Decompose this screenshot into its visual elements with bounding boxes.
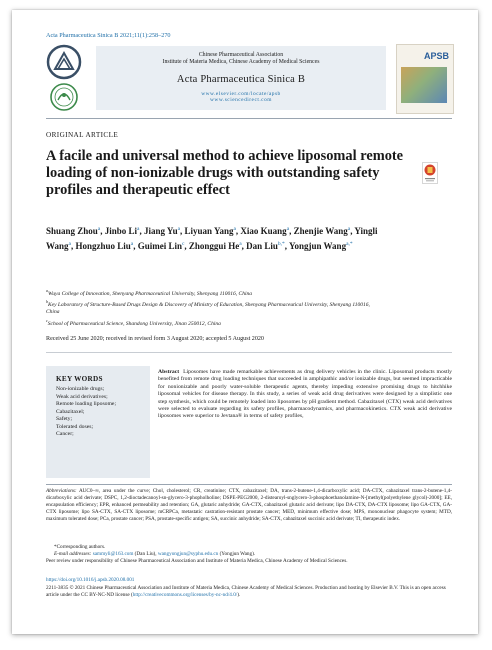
crossmark-icon[interactable]	[422, 162, 438, 184]
journal-cover-thumbnail	[396, 44, 454, 114]
affiliation-marker: b	[46, 299, 48, 305]
affiliation-marker: c	[46, 317, 48, 323]
publisher-line: Chinese Pharmaceutical Association	[198, 52, 284, 58]
affiliation: $^c$School of Pharmaceutical Science, Shandong University, Jinan 250012, China	[46, 317, 221, 327]
publisher-line: Institute of Materia Medica, Chinese Academy of Medical Sciences	[162, 59, 320, 65]
author-name: Zhonggui He	[188, 241, 240, 251]
abbreviations-text: AUC0–∞, area under the curve; Chol, cholesterol; CR, creatinine; CTX, cabazitaxel; DA, trans-2-butene-1,4-dicarboxylic acid; DA-CTX, cabazitaxel trans-2-butene-1,4-dicarboxylic acid derivate; DSPC, 1,2-dioctadecanoyl-sn-glycero-3-phopholholine; DSPE-PEG2000, 2-distearoyl-snglycero-3-phosphoethanolamine-N-[methyl(polyethylene glycol)-2000]; EE, encapsulation efficiency; EPR, enhanced permeability and retention; GA, glutaric anhydride; GA-CTX, cabazitaxel glutaric acid derivate; lipo DA-CTX, DA-CTX liposome; lipo GA-CTX, GA-CTX liposome; lipo SA-CTX, SA-CTX liposome; mCRPCa, metastatic castration-resistant prostate cancer; MED, minimum effective dose; MPS, mononuclear phagocyte system; MTD, maximum tolerated dose; PCa, prostate cancer; PSA, prostate-specific antigen; SA, succinic anhydride; SA-CTX, cabazitaxel succinic acid derivate; TI, therapeutic index.	[46, 488, 452, 522]
article-title: A facile and universal method to achieve liposomal remote loading of non-ionizable drugs with outstanding safety profiles and therapeutic effect	[46, 148, 404, 198]
affiliation-marker[interactable]: a	[137, 226, 140, 232]
abbreviations-footnote	[46, 488, 452, 523]
cover-artwork	[401, 67, 447, 103]
peer-review-note: Peer review under responsibility of Chinese Pharmaceutical Association and Institute of Materia Medica, Chinese Academy of Medical Sciences.	[46, 558, 348, 564]
divider	[46, 484, 452, 485]
author-name: Zhenjie Wang	[293, 226, 348, 236]
article-page	[12, 10, 478, 634]
affiliation-marker[interactable]: c	[181, 241, 185, 247]
email-owner: (Yongjun Wang).	[219, 551, 256, 557]
email-line	[46, 551, 452, 558]
affiliation-marker[interactable]: a,*	[346, 241, 353, 247]
affiliation-marker[interactable]: a	[239, 241, 242, 247]
affiliation-marker[interactable]: a	[130, 241, 134, 247]
author-name: Guimei Lin	[137, 241, 182, 251]
copyright-text: 2211-3835 © 2021 Chinese Pharmaceutical Association and Institute of Materia Medica, Chinese Academy of Medical Sciences. Production and hosting by Elsevier B.V. This is an open access article under the CC BY-NC-ND license (	[46, 585, 446, 598]
abbreviations-label: Abbreviations:	[46, 488, 77, 494]
author-name: Hongzhuo Liu	[75, 241, 131, 251]
running-head: Acta Pharmaceutica Sinica B 2021;11(1):258–270	[46, 32, 171, 39]
masthead-banner	[96, 46, 386, 110]
author-name: Xiao Kuang	[240, 226, 287, 236]
keyword: Cancer;	[56, 431, 74, 437]
divider	[46, 118, 452, 119]
copyright-end: ).	[237, 591, 241, 598]
email-label: E-mail addresses:	[54, 551, 92, 557]
journal-url-link[interactable]: www.sciencedirect.com	[210, 97, 272, 103]
keyword: Weak acid derivatives;	[56, 393, 108, 400]
author-name: Jiang Yu	[143, 226, 178, 236]
author-name: Jinbo Li	[104, 226, 138, 236]
association-seal-icon	[46, 82, 82, 112]
keyword: Safety;	[56, 416, 73, 422]
keyword: Remote loading liposome;	[56, 401, 117, 407]
affiliation-marker: a	[46, 288, 48, 293]
author-list: Shuang Zhou$^a$, Jinbo Li$^a$, Jiang Yu$^a$, Liyuan Yang$^a$, Xiao Kuang$^a$, Zhenjie Wang$^a$, Yingli Wang$^a$, Hongzhuo Liu$^a$, Guimei Lin$^c$, Zhonggui He$^a$, Dan Liu$^{b,*}$, Yongjun Wang$^{a,*}$	[46, 226, 378, 251]
affiliation-marker[interactable]: a	[97, 226, 101, 232]
email-owner: (Dan Liu),	[134, 551, 157, 557]
author-name: Liyuan Yang	[184, 226, 234, 236]
keywords-heading: KEY WORDS	[56, 375, 103, 383]
author-name: Yingli Wang	[46, 226, 378, 251]
email-link[interactable]: wangyongjun@syphu.edu.cn	[157, 551, 219, 557]
affiliation-list	[46, 287, 376, 328]
journal-masthead	[46, 44, 452, 112]
author-name: Dan Liu	[246, 241, 278, 251]
keyword: Tolerated doses;	[56, 423, 94, 430]
affiliation-marker[interactable]: a	[347, 226, 351, 232]
keyword: Cabazitaxel;	[56, 408, 85, 415]
section-label: ORIGINAL ARTICLE	[46, 131, 119, 139]
keywords-box	[46, 366, 150, 478]
correspondence-footnote	[46, 544, 452, 565]
affiliation: $^b$Key Laboratory of Structure-Based Drugs Design & Discovery of Ministry of Education, Shenyang Pharmaceutical University, Shenyang 110016, China	[46, 299, 370, 316]
email-link[interactable]: sammyli@163.com	[92, 551, 134, 557]
license-link[interactable]: http://creativecommons.org/licenses/by-nc-nd/4.0/	[132, 591, 238, 598]
affiliation-marker[interactable]: a	[177, 226, 181, 232]
author-name: Shuang Zhou	[46, 226, 98, 236]
affiliation-marker[interactable]: a	[233, 226, 236, 232]
copyright-notice	[46, 585, 452, 599]
keywords-list	[46, 386, 150, 439]
abstract-text: Liposomes have made remarkable achievements as drug delivery vehicles in the clinic. Liposomal products mostly benefited from remote drug loading techniques that succeeded in amphipathic and/or ionizable drugs, but seemed impracticable for nonionizable and poorly water-soluble therapeutic agents, thereby impeding extensive promising drugs to hitchhike liposomal vehicles for disease therapy. In this study, a series of weak acid drug derivatives were designed by a simplistic one step synthesis, which could be remotely loaded into liposomes by pH gradient method. Cabazitaxel (CTX) weak acid derivatives were selected to evaluate regarding its safety profiles, pharmacodynamics, and pharmacokinetics. CTX weak acid derivative liposomes were superior to Jevtana® in terms of safety profiles,	[158, 369, 453, 420]
keyword: Non-ionizable drugs;	[56, 386, 105, 392]
affiliation: $^a$Wuya College of Innovation, Shenyang Pharmaceutical University, Shenyang 110016, China	[46, 288, 252, 297]
abstract	[158, 369, 452, 421]
journal-name: Acta Pharmaceutica Sinica B	[176, 74, 306, 85]
affiliation-marker[interactable]: b,*	[277, 241, 285, 247]
abstract-label: Abstract	[158, 369, 180, 375]
author-name: Yongjun Wang	[288, 241, 347, 251]
corresponding-label: *Corresponding authors.	[54, 544, 106, 550]
divider	[46, 352, 452, 353]
journal-url-link[interactable]: www.elsevier.com/locate/apsb	[201, 91, 281, 97]
affiliation-marker[interactable]: a	[68, 241, 71, 247]
doi-link[interactable]: https://doi.org/10.1016/j.apsb.2020.08.001	[46, 577, 135, 583]
cover-title: APSB	[423, 51, 449, 61]
elsevier-logo-icon	[46, 44, 82, 80]
affiliation-marker[interactable]: a	[286, 226, 290, 232]
received-dates: Received 25 June 2020; received in revised form 3 August 2020; accepted 5 August 2020	[46, 336, 264, 342]
